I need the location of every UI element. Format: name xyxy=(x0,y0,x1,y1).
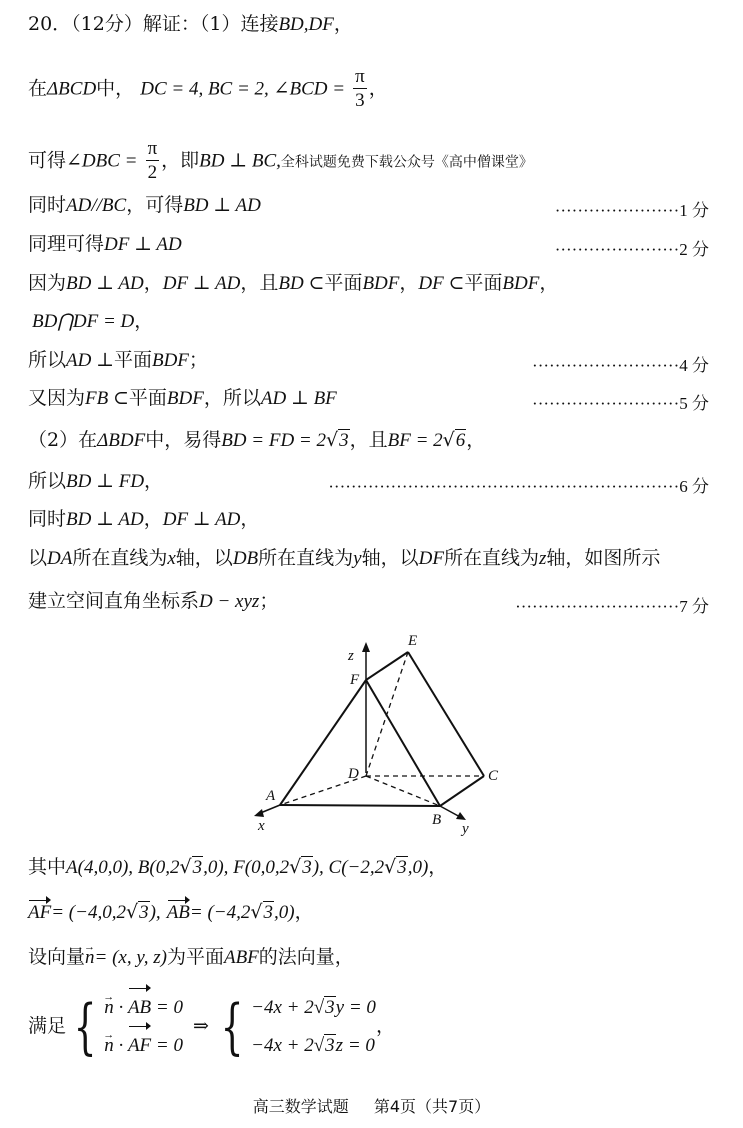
score-7: ·····························7 分 xyxy=(515,597,709,616)
edge-de xyxy=(366,652,408,776)
edge-af xyxy=(280,680,366,805)
because-line: 因为BD ⊥ AD，DF ⊥ AD，且BD ⊂平面BDF，DF ⊂平面BDF， xyxy=(28,272,559,294)
ad-perp-plane: 所以AD ⊥平面BDF； xyxy=(28,349,208,371)
score-5: ··························5 分 xyxy=(532,394,709,413)
fraction-pi-2: $\frac{\pi}{2}$ xyxy=(147,138,158,183)
watermark-text: 全科试题免费下载公众号《高中僧课堂》 xyxy=(280,154,533,171)
x-axis-arrow xyxy=(254,809,264,817)
label-x: x xyxy=(258,818,265,834)
z-axis-arrow xyxy=(362,642,370,652)
label-d: D xyxy=(348,766,359,782)
angle-dbc-result: 可得∠DBC = $\frac{\pi}{2}$ ，即BD ⊥ BC,全科试题免费下载公众号《高中僧课堂》 xyxy=(28,138,533,183)
point-coordinates: 其中A(4,0,0), B(0,2√3,0), F(0,0,2√3), C(−2,2√3,0)， xyxy=(28,856,448,878)
score-6: ······························································6 分 xyxy=(328,477,709,496)
system-right: −4x + 2√3y = 0 −4x + 2√3z = 0 xyxy=(251,997,376,1056)
label-c: C xyxy=(488,768,499,784)
vector-n: → n xyxy=(85,946,95,970)
edge-fe xyxy=(366,652,408,680)
fraction-pi-3: $\frac{\pi}{3}$ xyxy=(355,66,365,111)
bd-perp-ad: 同时AD//BC，可得BD ⊥ AD xyxy=(28,194,261,216)
label-y: y xyxy=(462,821,469,837)
label-e: E xyxy=(408,633,418,649)
system-left: → n · AB = 0 → n · AF = 0 xyxy=(104,989,183,1065)
vector-af: AF xyxy=(28,902,52,923)
triangle-bcd-given: 在ΔBCD中， DC = 4, BC = 2, ∠BCD = $\frac{\pi}{3}$ ， xyxy=(28,66,388,111)
label-a: A xyxy=(266,788,276,804)
part2-lengths: （2）在ΔBDF中，易得BD = FD = 2√3，且BF = 2√6， xyxy=(28,429,486,451)
df-perp-ad: 同理可得DF ⊥ AD xyxy=(28,233,182,255)
coordinate-system: 建立空间直角坐标系D − xyz； xyxy=(28,590,279,612)
label-b: B xyxy=(432,812,442,828)
footer-subject: 高三数学试题 xyxy=(252,1097,349,1116)
edge-db xyxy=(366,776,440,806)
ad-perp-bf: 又因为FB ⊂平面BDF，所以AD ⊥ BF xyxy=(28,387,337,409)
edge-bc xyxy=(440,776,484,806)
sqrt-3: √3 xyxy=(326,429,349,451)
normal-vector-def: 设向量→ n= (x, y, z)为平面ABF的法向量， xyxy=(28,945,354,970)
score-4: ··························4 分 xyxy=(532,356,709,375)
edge-ab xyxy=(280,805,440,806)
axes-setup: 以DA所在直线为x轴，以DB所在直线为y轴，以DF所在直线为z轴，如图所示 xyxy=(28,547,661,569)
geometry-figure xyxy=(240,628,520,838)
equation-system: 满足 { → n · AB = 0 → n · AF = 0 ⇒ { −4x + 2√3y = 0 −4x + 2√3z = 0 ， xyxy=(28,988,395,1065)
vector-ab: AB xyxy=(166,902,190,923)
bd-perp-fd: 所以BD ⊥ FD， xyxy=(28,470,164,492)
label-f: F xyxy=(350,672,360,688)
label-z: z xyxy=(348,648,354,664)
bd-df-perp-ad: 同时BD ⊥ AD，DF ⊥ AD， xyxy=(28,508,260,530)
edge-fb xyxy=(366,680,440,806)
edge-ec xyxy=(408,652,484,776)
sqrt-6: √6 xyxy=(442,429,466,451)
page-footer xyxy=(0,1094,743,1117)
score-2: ······················2 分 xyxy=(554,240,709,259)
score-1: ······················1 分 xyxy=(554,201,709,220)
solution-header: 20．（12分）解证：（1）连接BD,DF， xyxy=(28,13,353,35)
vector-values: AF= (−4,0,2√3), AB= (−4,2√3,0)， xyxy=(28,901,314,923)
footer-page-number: 第4页（共7页） xyxy=(373,1097,491,1116)
intersection-line: BD⋂DF = D， xyxy=(32,310,154,332)
